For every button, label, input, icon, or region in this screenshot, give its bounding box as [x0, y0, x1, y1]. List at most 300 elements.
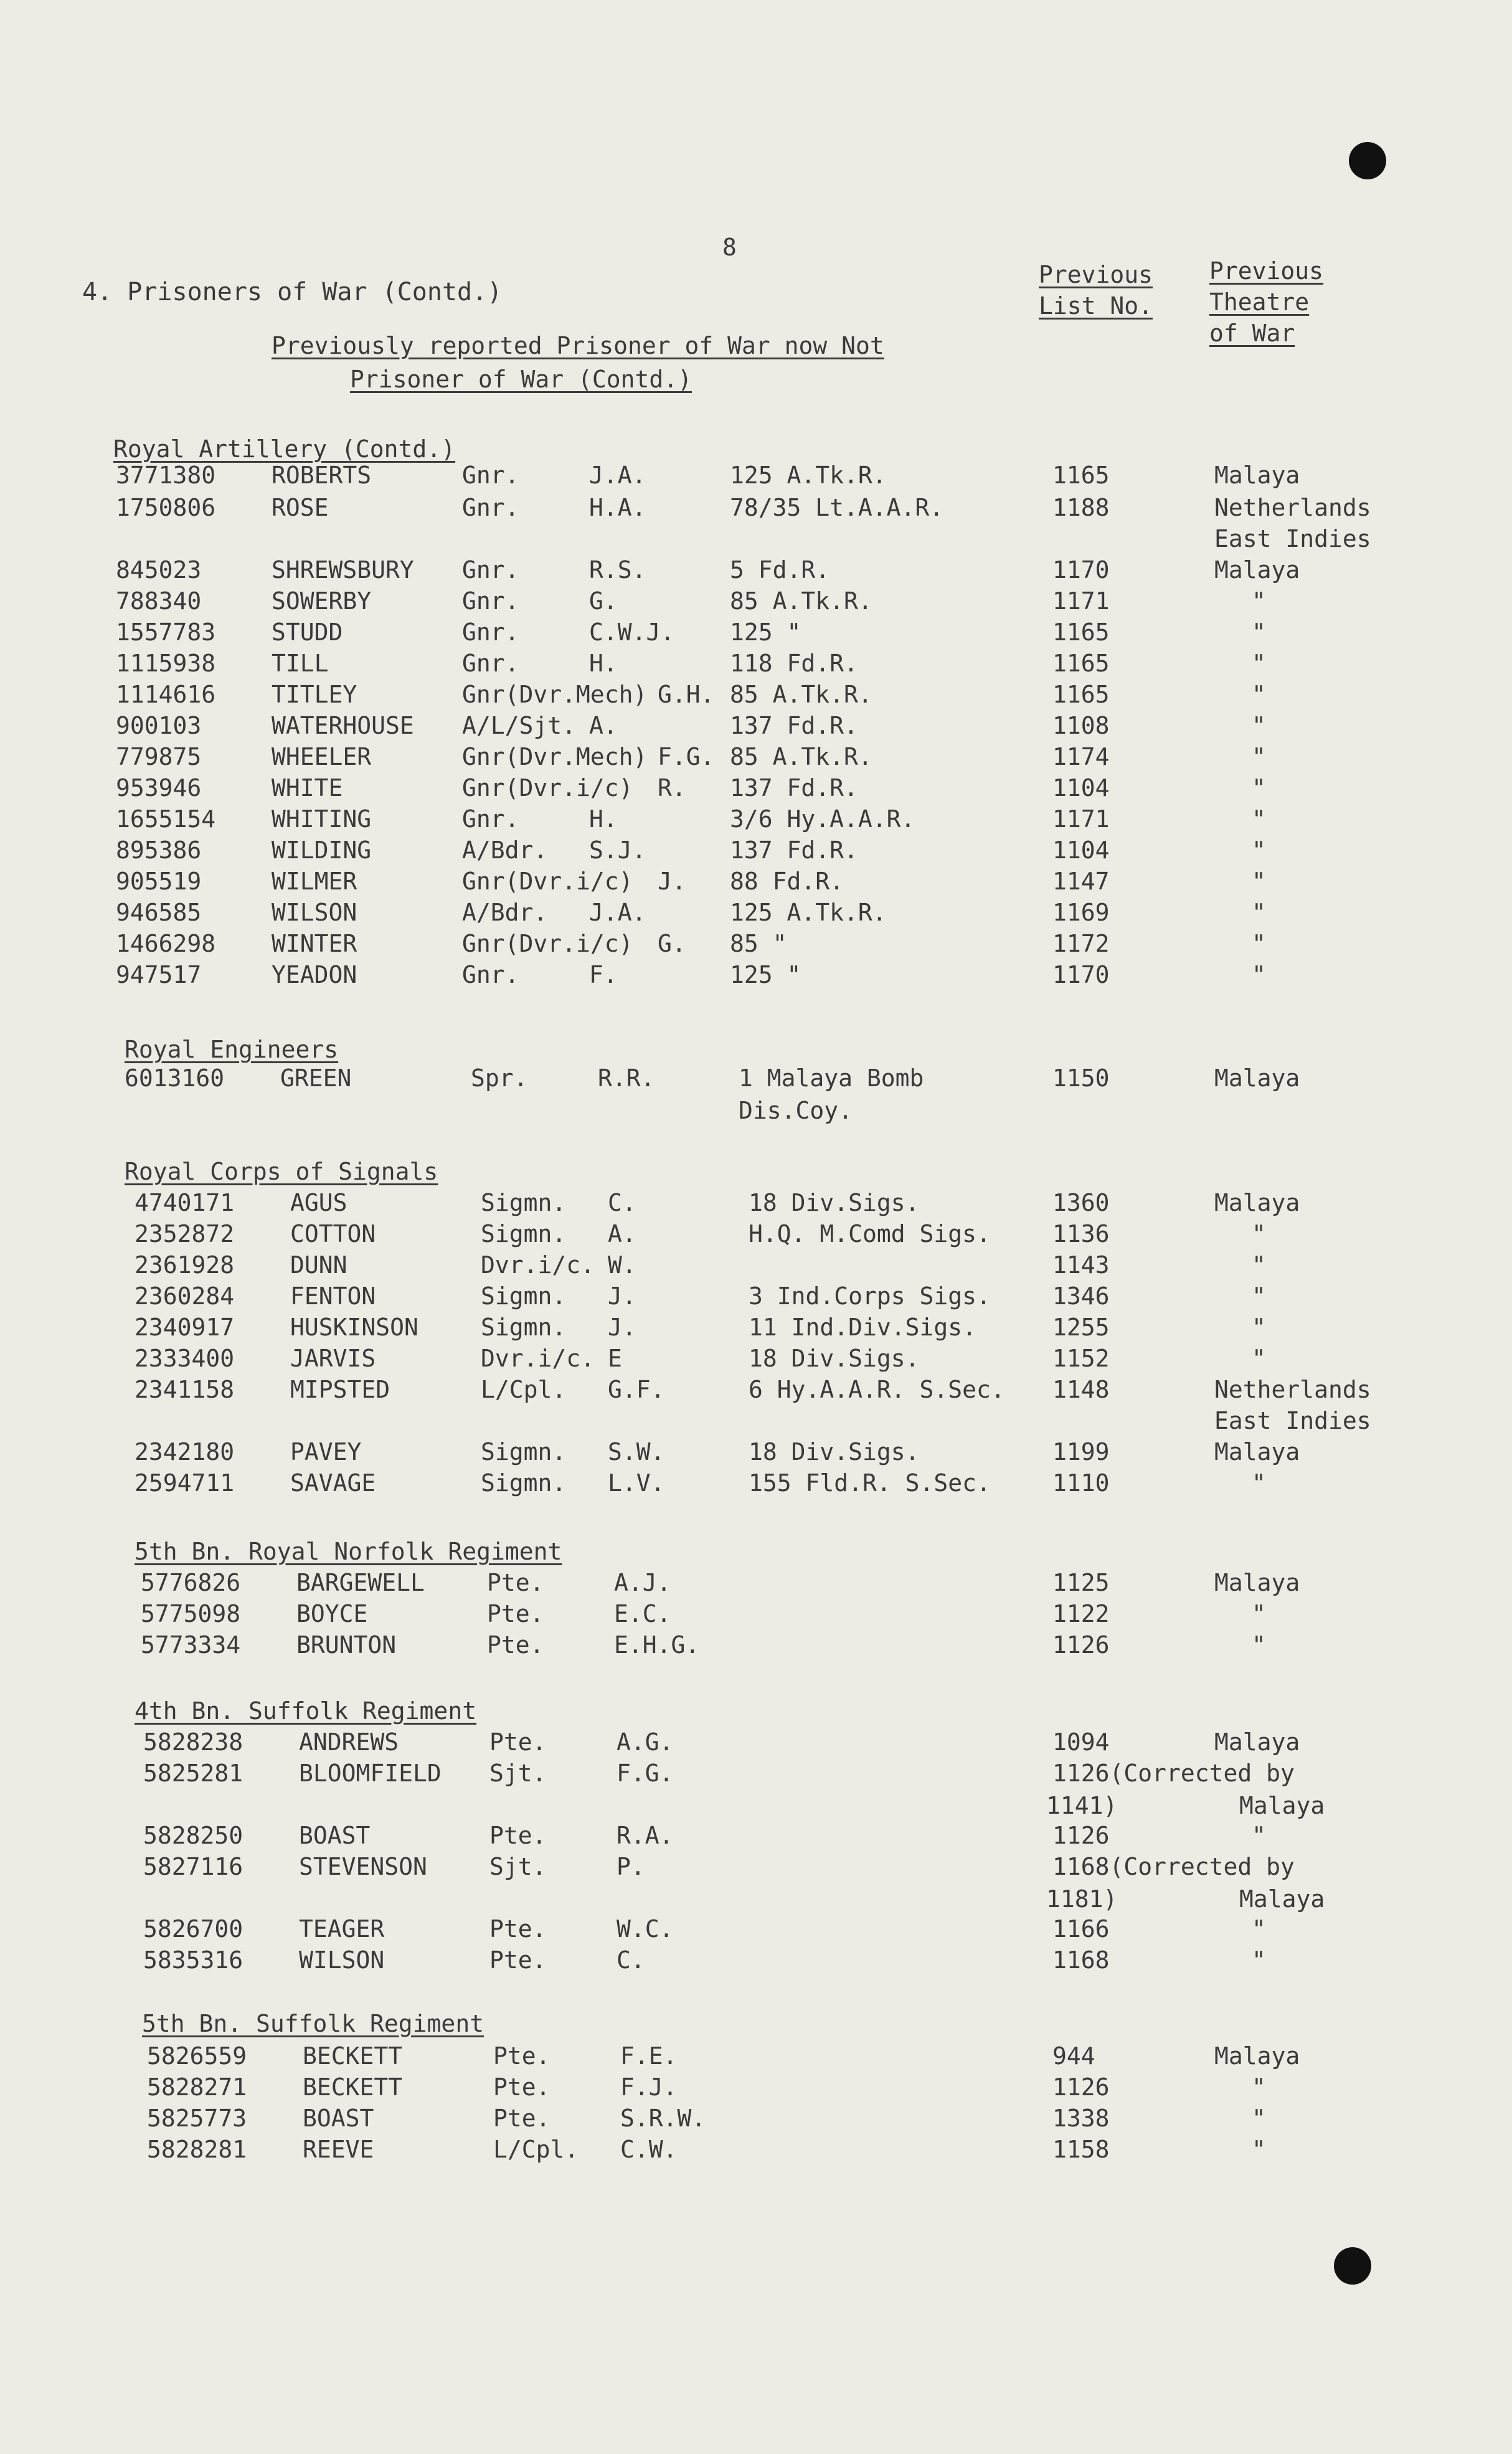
table-row [0, 772, 1512, 803]
surname: SHREWSBURY [272, 556, 414, 584]
previous-list-number: 1094 [1052, 1728, 1110, 1756]
table-row [0, 1598, 1512, 1629]
initials: W. [608, 1251, 636, 1279]
unit: 1 Malaya Bomb [739, 1064, 924, 1092]
previous-theatre: " [1252, 868, 1266, 895]
rank: A/L/Sjt. [462, 712, 577, 739]
surname: WILMER [272, 868, 357, 895]
previous-list-number: 1166 [1052, 1915, 1110, 1943]
previous-theatre: " [1252, 1915, 1266, 1943]
initials: S.W. [608, 1438, 665, 1466]
rank: Spr. [471, 1064, 528, 1092]
service-number: 2361928 [135, 1251, 235, 1279]
table-row [0, 1374, 1512, 1434]
table-row [0, 2134, 1512, 2165]
service-number: 1655154 [116, 805, 216, 833]
previous-list-number: 1199 [1052, 1438, 1110, 1466]
service-number: 900103 [116, 712, 202, 739]
table-row [0, 1467, 1512, 1499]
rank: Sigmn. [481, 1220, 567, 1248]
service-number: 2352872 [135, 1220, 235, 1248]
surname: TEAGER [299, 1915, 385, 1943]
previous-list-number: 1170 [1052, 556, 1110, 584]
table-row [0, 1249, 1512, 1281]
unit: 137 Fd.R. [730, 712, 858, 739]
initials: R.S. [589, 556, 646, 584]
previous-list-number: 1158 [1052, 2136, 1110, 2163]
subheading-line-1: Previously reported Prisoner of War now Not [272, 332, 884, 359]
unit: 5 Fd.R. [730, 556, 830, 584]
table-row [0, 492, 1512, 552]
previous-theatre: " [1252, 836, 1266, 864]
unit: 137 Fd.R. [730, 836, 858, 864]
previous-list-number: 1170 [1052, 961, 1110, 988]
initials: P. [617, 1853, 645, 1880]
previous-list-number: 1338 [1052, 2105, 1110, 2132]
table-row [0, 928, 1512, 959]
service-number: 953946 [116, 774, 202, 802]
table-row [0, 1913, 1512, 1945]
rank: Gnr. [462, 650, 519, 677]
table-row [0, 1218, 1512, 1249]
surname: WINTER [272, 930, 357, 957]
initials: E.C. [614, 1600, 671, 1627]
previous-theatre: " [1252, 899, 1266, 926]
surname: BECKETT [303, 2042, 403, 2070]
initials: S.R.W. [620, 2105, 706, 2132]
initials: C. [617, 1946, 645, 1974]
initials: F.G. [617, 1760, 674, 1787]
table-row [0, 1436, 1512, 1467]
previous-theatre: " [1252, 805, 1266, 833]
surname: WHITE [272, 774, 343, 802]
service-number: 779875 [116, 743, 202, 770]
service-number: 6013160 [125, 1064, 225, 1092]
initials: R.R. [598, 1064, 655, 1092]
rank: Pte. [489, 1822, 547, 1849]
rank: Sjt. [489, 1853, 547, 1880]
rank: A/Bdr. [462, 899, 548, 926]
previous-theatre: " [1252, 681, 1266, 708]
rank: Sigmn. [481, 1189, 567, 1216]
rank: Sjt. [489, 1760, 547, 1787]
previous-theatre: " [1252, 743, 1266, 770]
initials: A.J. [614, 1569, 671, 1596]
previous-list-number: 1104 [1052, 774, 1110, 802]
page-number: 8 [722, 234, 737, 261]
unit: 125 A.Tk.R. [730, 899, 887, 926]
previous-list-number: 1110 [1052, 1469, 1110, 1497]
initials: G.H. [658, 681, 715, 708]
unit: 125 " [730, 618, 801, 646]
previous-list-number: 1108 [1052, 712, 1110, 739]
initials: F. [589, 961, 618, 988]
initials: G. [589, 587, 618, 615]
service-number: 5825281 [143, 1760, 243, 1787]
service-number: 5825773 [147, 2105, 247, 2132]
rank: L/Cpl. [493, 2136, 579, 2163]
unit: 125 " [730, 961, 801, 988]
previous-list-number: 1147 [1052, 868, 1110, 895]
table-row [0, 1945, 1512, 1976]
initials: C.W.J. [589, 618, 675, 646]
previous-theatre-continued: East Indies [1214, 525, 1371, 552]
previous-list-number: 1165 [1052, 618, 1110, 646]
initials: S.J. [589, 836, 646, 864]
table-row [0, 741, 1512, 772]
surname: ROSE [272, 494, 329, 521]
table-row [0, 1758, 1512, 1819]
service-number: 947517 [116, 961, 202, 988]
previous-list-number: 1126 [1052, 1631, 1110, 1659]
service-number: 5827116 [143, 1853, 243, 1880]
table-row [0, 2072, 1512, 2103]
surname: TITLEY [272, 681, 357, 708]
previous-list-number: 1104 [1052, 836, 1110, 864]
surname: PAVEY [290, 1438, 362, 1466]
rank: L/Cpl. [481, 1376, 567, 1403]
previous-list-number: 1122 [1052, 1600, 1110, 1627]
rank: Pte. [489, 1728, 547, 1756]
rank: Pte. [487, 1631, 544, 1659]
service-number: 2342180 [135, 1438, 235, 1466]
initials: F.J. [620, 2073, 678, 2101]
rank: Gnr. [462, 462, 519, 489]
initials: R.A. [617, 1822, 674, 1849]
previous-list-number: 1168 [1052, 1946, 1110, 1974]
previous-theatre: Netherlands [1214, 494, 1371, 521]
table-row [0, 617, 1512, 648]
previous-list-number: 1143 [1052, 1251, 1110, 1279]
unit: 18 Div.Sigs. [749, 1438, 920, 1466]
previous-list-number: 1126 [1052, 1822, 1110, 1849]
column-header-previous-list-1: Previous [1039, 261, 1153, 288]
initials: G.F. [608, 1376, 665, 1403]
previous-theatre: " [1252, 587, 1266, 615]
previous-list-number: 1152 [1052, 1345, 1110, 1372]
service-number: 5835316 [143, 1946, 243, 1974]
rank: Pte. [493, 2073, 550, 2101]
group-title: Royal Corps of Signals [125, 1158, 438, 1185]
previous-theatre: Malaya [1239, 1885, 1325, 1913]
initials: A.G. [617, 1728, 674, 1756]
surname: BOYCE [296, 1600, 368, 1627]
previous-theatre: Malaya [1214, 1064, 1300, 1092]
service-number: 895386 [116, 836, 202, 864]
initials: F.G. [658, 743, 715, 770]
surname: GREEN [280, 1064, 352, 1092]
previous-theatre: " [1252, 1822, 1266, 1849]
surname: BOAST [299, 1822, 371, 1849]
punch-hole-bottom [1334, 2247, 1371, 2285]
previous-theatre: Netherlands [1214, 1376, 1371, 1403]
rank: Gnr. [462, 961, 519, 988]
surname: WATERHOUSE [272, 712, 414, 739]
column-header-previous-theatre-2: Theatre [1209, 288, 1310, 316]
unit: 85 " [730, 930, 787, 957]
initials: W.C. [617, 1915, 674, 1943]
previous-list-number-continued: 1181) [1046, 1885, 1118, 1913]
service-number: 2341158 [135, 1376, 235, 1403]
service-number: 1557783 [116, 618, 216, 646]
table-row [0, 835, 1512, 866]
initials: J. [608, 1314, 636, 1341]
surname: ROBERTS [272, 462, 372, 489]
group-title: 5th Bn. Royal Norfolk Regiment [135, 1538, 562, 1565]
previous-list-number: 1165 [1052, 650, 1110, 677]
service-number: 1114616 [116, 681, 216, 708]
surname: MIPSTED [290, 1376, 390, 1403]
service-number: 2594711 [135, 1469, 235, 1497]
surname: ANDREWS [299, 1728, 399, 1756]
initials: H. [589, 650, 618, 677]
previous-list-number: 1165 [1052, 681, 1110, 708]
rank: Pte. [493, 2105, 550, 2132]
service-number: 2333400 [135, 1345, 235, 1372]
unit: 125 A.Tk.R. [730, 462, 887, 489]
previous-list-number: 1125 [1052, 1569, 1110, 1596]
unit: 155 Fld.R. S.Sec. [749, 1469, 991, 1497]
rank: Pte. [493, 2042, 550, 2070]
previous-list-number: 1174 [1052, 743, 1110, 770]
rank: Dvr.i/c. [481, 1345, 595, 1372]
unit: 118 Fd.R. [730, 650, 858, 677]
previous-theatre: " [1252, 650, 1266, 677]
previous-theatre: " [1252, 1282, 1266, 1310]
unit: 85 A.Tk.R. [730, 743, 872, 770]
rank: Gnr(Dvr.i/c) [462, 930, 633, 957]
rank: A/Bdr. [462, 836, 548, 864]
unit-continued: Dis.Coy. [739, 1097, 853, 1124]
unit: 11 Ind.Div.Sigs. [749, 1314, 977, 1341]
column-header-previous-theatre-3: of War [1209, 320, 1295, 347]
surname: BRUNTON [296, 1631, 397, 1659]
previous-theatre: " [1252, 1314, 1266, 1341]
previous-list-number: 1171 [1052, 805, 1110, 833]
service-number: 5828281 [147, 2136, 247, 2163]
table-row [0, 1727, 1512, 1758]
previous-theatre: Malaya [1214, 2042, 1300, 2070]
initials: J.A. [589, 462, 646, 489]
group-title: 5th Bn. Suffolk Regiment [142, 2010, 484, 2037]
previous-theatre: Malaya [1214, 462, 1300, 489]
table-row [0, 648, 1512, 679]
unit: 85 A.Tk.R. [730, 587, 872, 615]
previous-theatre: Malaya [1214, 1438, 1300, 1466]
rank: Gnr. [462, 805, 519, 833]
previous-theatre: " [1252, 1600, 1266, 1627]
previous-theatre: Malaya [1214, 1728, 1300, 1756]
previous-list-number: 1169 [1052, 899, 1110, 926]
initials: L.V. [608, 1469, 665, 1497]
previous-list-number: 1136 [1052, 1220, 1110, 1248]
surname: STUDD [272, 618, 343, 646]
service-number: 2340917 [135, 1314, 235, 1341]
punch-hole-top [1349, 142, 1386, 179]
unit: 88 Fd.R. [730, 868, 844, 895]
table-row [0, 1567, 1512, 1598]
initials: J. [608, 1282, 636, 1310]
initials: C.W. [620, 2136, 678, 2163]
unit: 6 Hy.A.A.R. S.Sec. [749, 1376, 1005, 1403]
previous-list-number: 1126 [1052, 2073, 1110, 2101]
rank: Sigmn. [481, 1438, 567, 1466]
previous-list-number: 1346 [1052, 1282, 1110, 1310]
previous-list-number: 1168(Corrected by [1052, 1853, 1295, 1880]
surname: WHEELER [272, 743, 372, 770]
previous-list-number: 1188 [1052, 494, 1110, 521]
previous-theatre: " [1252, 1251, 1266, 1279]
surname: WHITING [272, 805, 372, 833]
rank: Sigmn. [481, 1314, 567, 1341]
rank: Gnr. [462, 556, 519, 584]
previous-theatre-continued: East Indies [1214, 1407, 1371, 1434]
initials: J.A. [589, 899, 646, 926]
table-row [0, 866, 1512, 897]
table-row [0, 1629, 1512, 1660]
rank: Pte. [487, 1569, 544, 1596]
surname: DUNN [290, 1251, 347, 1279]
surname: WILDING [272, 836, 372, 864]
table-row [0, 1187, 1512, 1218]
surname: SAVAGE [290, 1469, 376, 1497]
previous-list-number: 944 [1052, 2042, 1095, 2070]
initials: R. [658, 774, 686, 802]
table-row [0, 897, 1512, 928]
unit: H.Q. M.Comd Sigs. [749, 1220, 991, 1248]
initials: J. [658, 868, 686, 895]
previous-theatre: Malaya [1214, 1569, 1300, 1596]
column-header-previous-list-2: List No. [1039, 292, 1153, 320]
previous-list-number: 1148 [1052, 1376, 1110, 1403]
surname: STEVENSON [299, 1853, 427, 1880]
previous-list-number: 1172 [1052, 930, 1110, 957]
rank: Gnr. [462, 587, 519, 615]
service-number: 946585 [116, 899, 202, 926]
previous-theatre: " [1252, 2105, 1266, 2132]
service-number: 5828250 [143, 1822, 243, 1849]
table-row [0, 1343, 1512, 1374]
table-row [0, 1281, 1512, 1312]
table-row [0, 1063, 1512, 1124]
service-number: 5828271 [147, 2073, 247, 2101]
previous-theatre: " [1252, 618, 1266, 646]
rank: Gnr. [462, 494, 519, 521]
table-row [0, 803, 1512, 835]
rank: Gnr(Dvr.i/c) [462, 868, 633, 895]
section-heading: 4. Prisoners of War (Contd.) [82, 278, 503, 306]
previous-theatre: Malaya [1214, 556, 1300, 584]
surname: BECKETT [303, 2073, 403, 2101]
initials: G. [658, 930, 686, 957]
unit: 3/6 Hy.A.A.R. [730, 805, 915, 833]
initials: C. [608, 1189, 636, 1216]
previous-theatre: " [1252, 712, 1266, 739]
surname: YEADON [272, 961, 357, 988]
surname: TILL [272, 650, 329, 677]
previous-theatre: " [1252, 1631, 1266, 1659]
service-number: 2360284 [135, 1282, 235, 1310]
surname: REEVE [303, 2136, 374, 2163]
unit: 78/35 Lt.A.A.R. [730, 494, 944, 521]
service-number: 845023 [116, 556, 202, 584]
previous-theatre: Malaya [1239, 1792, 1325, 1819]
previous-theatre: " [1252, 2136, 1266, 2163]
unit: 3 Ind.Corps Sigs. [749, 1282, 991, 1310]
surname: HUSKINSON [290, 1314, 418, 1341]
surname: FENTON [290, 1282, 376, 1310]
surname: SOWERBY [272, 587, 372, 615]
rank: Sigmn. [481, 1469, 567, 1497]
table-row [0, 1820, 1512, 1851]
previous-theatre: " [1252, 930, 1266, 957]
surname: COTTON [290, 1220, 376, 1248]
service-number: 5773334 [141, 1631, 241, 1659]
previous-theatre: " [1252, 1220, 1266, 1248]
unit: 18 Div.Sigs. [749, 1189, 920, 1216]
service-number: 1115938 [116, 650, 216, 677]
rank: Pte. [489, 1915, 547, 1943]
surname: WILSON [272, 899, 357, 926]
initials: H. [589, 805, 618, 833]
table-row [0, 679, 1512, 710]
table-row [0, 585, 1512, 617]
previous-theatre: Malaya [1214, 1189, 1300, 1216]
previous-theatre: " [1252, 1946, 1266, 1974]
surname: BLOOMFIELD [299, 1760, 442, 1787]
previous-theatre: " [1252, 1469, 1266, 1497]
rank: Pte. [489, 1946, 547, 1974]
service-number: 5776826 [141, 1569, 241, 1596]
previous-list-number: 1165 [1052, 462, 1110, 489]
initials: F.E. [620, 2042, 678, 2070]
unit: 85 A.Tk.R. [730, 681, 872, 708]
table-row [0, 959, 1512, 990]
service-number: 5826559 [147, 2042, 247, 2070]
previous-theatre: " [1252, 2073, 1266, 2101]
table-row [0, 460, 1512, 491]
service-number: 4740171 [135, 1189, 235, 1216]
table-row [0, 2040, 1512, 2072]
group-title: Royal Engineers [125, 1036, 339, 1063]
table-row [0, 710, 1512, 741]
unit: 137 Fd.R. [730, 774, 858, 802]
service-number: 5828238 [143, 1728, 243, 1756]
initials: H.A. [589, 494, 646, 521]
table-row [0, 1851, 1512, 1913]
previous-theatre: " [1252, 961, 1266, 988]
rank: Dvr.i/c. [481, 1251, 595, 1279]
previous-list-number: 1360 [1052, 1189, 1110, 1216]
subheading-line-2: Prisoner of War (Contd.) [350, 366, 692, 393]
rank: Gnr. [462, 618, 519, 646]
service-number: 1750806 [116, 494, 216, 521]
previous-theatre: " [1252, 774, 1266, 802]
service-number: 3771380 [116, 462, 216, 489]
initials: A. [608, 1220, 636, 1248]
surname: JARVIS [290, 1345, 376, 1372]
initials: A. [589, 712, 618, 739]
table-row [0, 2103, 1512, 2134]
service-number: 5826700 [143, 1915, 243, 1943]
surname: BOAST [303, 2105, 374, 2132]
surname: AGUS [290, 1189, 347, 1216]
service-number: 788340 [116, 587, 202, 615]
rank: Gnr(Dvr.Mech) [462, 681, 648, 708]
unit: 18 Div.Sigs. [749, 1345, 920, 1372]
service-number: 1466298 [116, 930, 216, 957]
column-header-previous-theatre-1: Previous [1209, 257, 1324, 285]
